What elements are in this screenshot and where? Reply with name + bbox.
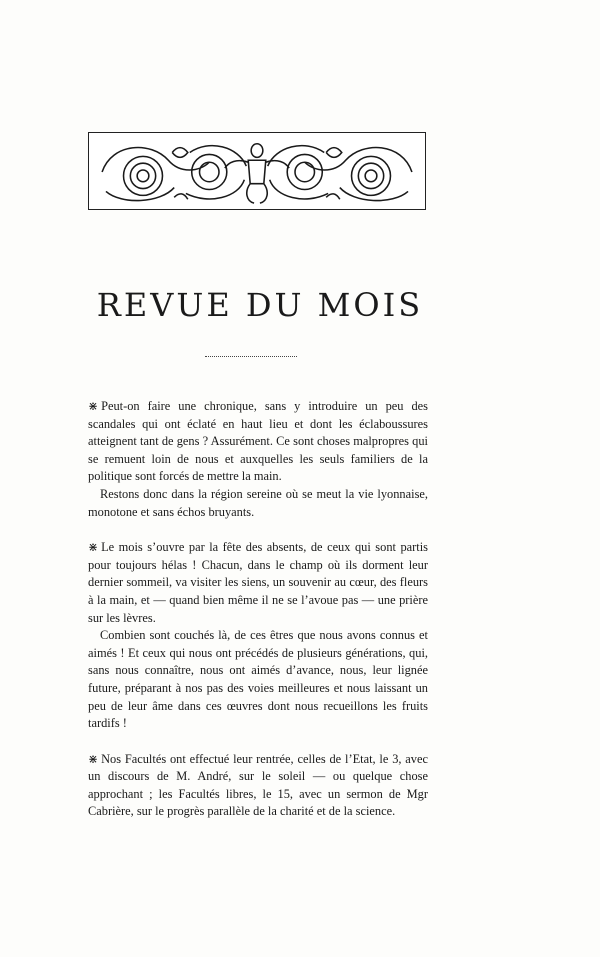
section-mark: ⋇	[88, 540, 99, 555]
section-mark: ⋇	[88, 399, 99, 413]
paragraph: Restons donc dans la région sereine où se meut la vie lyonnaise, monotone et sans échos bruyants.	[88, 486, 428, 519]
section-mark: ⋇	[88, 751, 99, 766]
paragraph: ⋇ Peut-on faire une chronique, sans y introduire un peu des scandales qui ont éclaté en haut lieu et dont les éclaboussures atteignent tant de gens ? Assurément. Ce sont choses malpropres qui se remuent loin de nous et auxquelles les seuls familiers de la politique sont forcés de mettre la main.	[88, 399, 428, 484]
paragraph: Combien sont couchés là, de ces êtres que nous avons connus et aimés ! Et ceux qui nous ont précédés de plusieurs générations, qui, sans nous connaître, nous ont aimés d’avance, nous, leur lignée future, préparant à nos pas des voies meilleures et nous laissant un peu de leur âme dans ces œuvres dont nous recueillons les fruits tardifs !	[88, 628, 428, 731]
foliage-scroll-icon	[89, 133, 425, 209]
headpiece-ornament	[88, 132, 426, 210]
paragraph: ⋇ Le mois s’ouvre par la fête des absents, de ceux qui sont partis pour toujours hélas ! Chacun, dans le champ où ils dorment leur dernier sommeil, va visiter les siens, un souvenir au cœur, des fleurs à la main, et — quand bien même il ne se l’avoue pas — une prière sur les lèvres.	[88, 540, 428, 625]
article-body	[88, 398, 428, 821]
title-divider	[205, 352, 297, 357]
paragraph: ⋇ Nos Facultés ont effectué leur rentrée, celles de l’Etat, le 3, avec un discours de M. André, sur le soleil — ou quelque chose approchant ; les Facultés libres, le 15, avec un sermon de Mgr Cabrière, sur le progrès parallèle de la charité et de la science.	[88, 751, 428, 819]
page-title: REVUE DU MOIS	[96, 286, 424, 324]
